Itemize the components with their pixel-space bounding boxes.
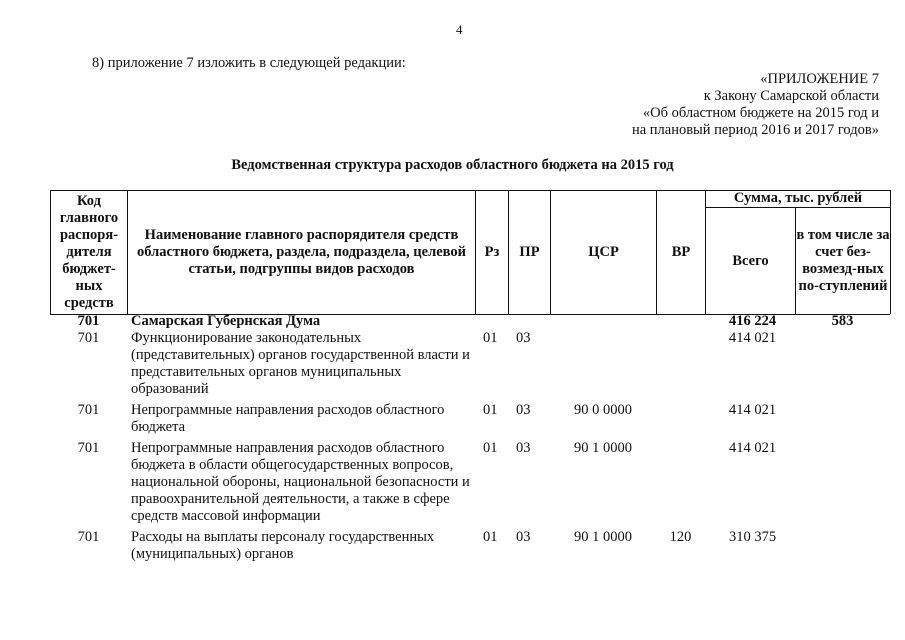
appendix-line: на плановый период 2016 и 2017 годов» <box>631 122 879 138</box>
cell-code: 701 <box>77 313 100 329</box>
table-row <box>50 440 890 529</box>
cell-rz <box>475 313 508 330</box>
budget-table <box>50 313 890 567</box>
cell-vr <box>656 330 705 402</box>
cell-name: Непрограммные направления расходов областного бюджета <box>131 402 445 435</box>
cell-rz: 01 <box>483 402 498 418</box>
header-pr: ПР <box>519 243 540 260</box>
header-vr: ВР <box>671 243 691 260</box>
appendix-line: «Об областном бюджете на 2015 год и <box>642 105 879 121</box>
cell-name: Функционирование законодательных (представительных) органов государственной власти и представительных органов муниципальных образований <box>131 330 470 397</box>
cell-extra <box>795 330 890 402</box>
col-divider <box>50 190 51 314</box>
document-title: Ведомственная структура расходов областного бюджета на 2015 год <box>231 157 674 173</box>
header-rz: Рз <box>484 243 500 260</box>
cell-vr <box>656 440 705 529</box>
cell-rz: 01 <box>483 440 498 456</box>
header-csr: ЦСР <box>588 243 619 260</box>
cell-csr: 90 1 0000 <box>574 440 632 456</box>
cell-total: 416 224 <box>729 313 777 329</box>
cell-name: Расходы на выплаты персоналу государственных (муниципальных) органов <box>131 529 435 562</box>
cell-pr <box>508 313 550 330</box>
cell-csr: 90 1 0000 <box>574 529 632 545</box>
cell-extra <box>795 440 890 529</box>
cell-extra <box>795 529 890 567</box>
cell-total: 310 375 <box>729 529 777 545</box>
table-row <box>50 313 890 330</box>
table-row <box>50 330 890 402</box>
page-number: 4 <box>456 22 463 37</box>
table-header <box>50 190 890 314</box>
appendix-block <box>632 71 879 139</box>
appendix-line: «ПРИЛОЖЕНИЕ 7 <box>760 71 879 87</box>
table-row <box>50 402 890 440</box>
cell-extra <box>795 402 890 440</box>
cell-pr: 03 <box>516 330 531 346</box>
cell-pr: 03 <box>516 402 531 418</box>
intro-text: 8) приложение 7 изложить в следующей редакции: <box>92 55 406 71</box>
cell-pr: 03 <box>516 529 531 545</box>
cell-total: 414 021 <box>729 440 777 456</box>
cell-csr <box>550 313 656 330</box>
header-sum: Сумма, тыс. рублей <box>733 190 863 206</box>
cell-vr: 120 <box>669 529 692 545</box>
header-extra: в том числе за счет без-возмезд-ных по-ступлений <box>796 227 890 294</box>
appendix-line: к Закону Самарской области <box>703 88 879 104</box>
cell-csr: 90 0 0000 <box>574 402 632 418</box>
cell-extra: 583 <box>831 313 854 329</box>
table-row <box>50 529 890 567</box>
cell-code: 701 <box>77 330 100 346</box>
header-code: Код главного распоря-дителя бюджет-ных средств <box>59 192 119 311</box>
col-divider <box>890 190 891 314</box>
header-total: Всего <box>732 252 769 269</box>
cell-rz: 01 <box>483 330 498 346</box>
cell-code: 701 <box>77 529 100 545</box>
cell-vr <box>656 313 705 330</box>
header-name: Наименование главного распорядителя средств областного бюджета, раздела, подраздела, целевой статьи, подгруппы видов расходов <box>137 226 466 277</box>
cell-vr <box>656 402 705 440</box>
cell-total: 414 021 <box>729 330 777 346</box>
cell-name: Непрограммные направления расходов областного бюджета в области общегосударственных вопросов, национальной обороны, национальной безопасности и правоохранительной деятельности, а также в сфере средств массовой информации <box>131 440 470 524</box>
cell-name: Самарская Губернская Дума <box>131 313 321 329</box>
cell-csr <box>550 330 656 402</box>
cell-code: 701 <box>77 402 100 418</box>
cell-code: 701 <box>77 440 100 456</box>
col-divider <box>127 190 128 314</box>
cell-rz: 01 <box>483 529 498 545</box>
cell-pr: 03 <box>516 440 531 456</box>
cell-total: 414 021 <box>729 402 777 418</box>
